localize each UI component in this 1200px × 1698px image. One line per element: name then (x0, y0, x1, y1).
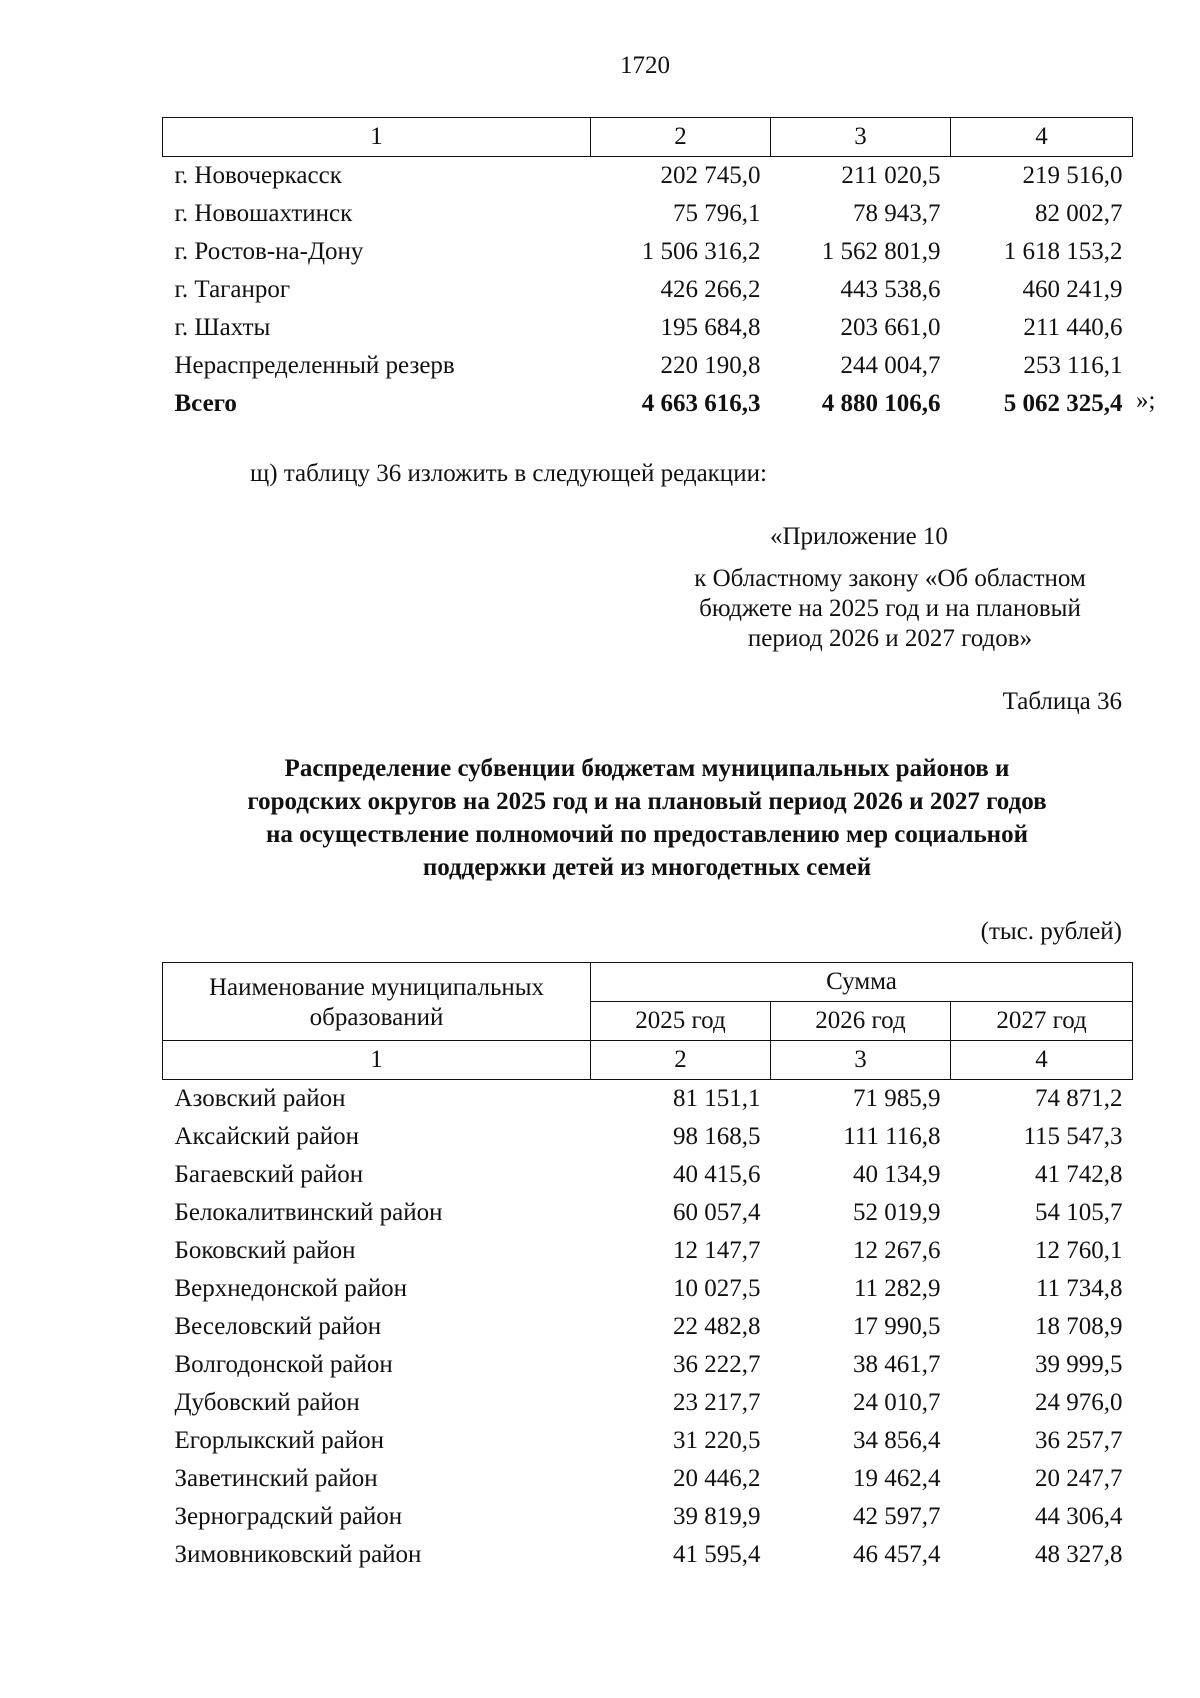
table-row (163, 1536, 1133, 1574)
table-row (163, 1460, 1133, 1498)
value-2026: 211 020,5 (841, 162, 941, 189)
value-2027: 48 327,8 (1035, 1541, 1123, 1568)
column-number: 1 (163, 1041, 591, 1080)
table-row (163, 309, 1133, 347)
value-2025: 39 819,9 (673, 1503, 761, 1530)
subvention-table-body (163, 963, 1133, 1575)
column-number: 1 (163, 118, 591, 157)
value-2026: 244 004,7 (840, 352, 941, 379)
value-2027: 1 618 153,2 (1003, 238, 1123, 265)
municipality-name: Азовский район (174, 1085, 346, 1112)
year-2027-header: 2027 год (951, 1002, 1133, 1041)
value-2027: 219 516,0 (1022, 162, 1123, 189)
table-heading-line: Распределение субвенции бюджетам муниципальных районов и (284, 755, 1010, 782)
value-2027: 253 116,1 (1023, 352, 1123, 379)
municipality-name: г. Ростов-на-Дону (174, 238, 364, 265)
value-2027: 20 247,7 (1035, 1465, 1123, 1492)
value-2026: 71 985,9 (853, 1085, 941, 1112)
value-2025: 31 220,5 (673, 1427, 761, 1454)
municipality-name: Зимовниковский район (174, 1541, 422, 1568)
value-2027: 41 742,8 (1035, 1161, 1123, 1188)
units-label: (тыс. рублей) (980, 918, 1122, 945)
subvention-table (162, 962, 1133, 1574)
value-2027: 39 999,5 (1035, 1351, 1123, 1378)
value-2027: 18 708,9 (1035, 1313, 1123, 1340)
value-2026: 17 990,5 (853, 1313, 941, 1340)
municipality-name: Багаевский район (174, 1161, 364, 1188)
value-2027: 115 547,3 (1023, 1123, 1123, 1150)
value-2026: 34 856,4 (853, 1427, 941, 1454)
table-heading-line: поддержки детей из многодетных семей (422, 854, 872, 881)
column-number: 3 (771, 1041, 951, 1080)
table-row (163, 195, 1133, 233)
value-2025: 75 796,1 (673, 200, 761, 227)
value-2026: 1 562 801,9 (821, 238, 941, 265)
column-number: 4 (951, 118, 1133, 157)
column-number: 2 (591, 1041, 771, 1080)
value-2026: 52 019,9 (853, 1199, 941, 1226)
amendment-instruction: щ) таблицу 36 изложить в следующей редакции: (250, 460, 767, 487)
appendix-subtitle-line: к Областному закону «Об областном (694, 565, 1086, 592)
municipality-header-line: Наименование муниципальных (208, 974, 545, 1001)
municipality-name: Егорлыкский район (174, 1427, 384, 1454)
value-2025: 81 151,1 (673, 1085, 761, 1112)
municipality-name: Зерноградский район (174, 1503, 403, 1530)
value-2027: 82 002,7 (1035, 200, 1123, 227)
column-number: 4 (951, 1041, 1133, 1080)
value-2025: 202 745,0 (660, 162, 761, 189)
value-2025: 23 217,7 (673, 1389, 761, 1416)
value-2026: 40 134,9 (853, 1161, 941, 1188)
municipality-name: Заветинский район (174, 1465, 378, 1492)
municipality-name: Боковский район (174, 1237, 356, 1264)
municipality-name: Верхнедонской район (174, 1275, 407, 1302)
value-2025: 22 482,8 (673, 1313, 761, 1340)
municipality-header-line: образований (309, 1004, 444, 1031)
column-number: 3 (771, 118, 951, 157)
table-row (163, 1232, 1133, 1270)
table-row (163, 1270, 1133, 1308)
quote-close-mark: »; (1136, 387, 1156, 414)
column-number-row (163, 1041, 1133, 1080)
appendix-subtitle-line: период 2026 и 2027 годов» (747, 625, 1033, 652)
value-2025: 10 027,5 (673, 1275, 761, 1302)
value-2025: 40 415,6 (673, 1161, 761, 1188)
value-2025: 1 506 316,2 (641, 238, 761, 265)
column-number-row (163, 118, 1133, 157)
appendix-subtitle-line: бюджете на 2025 год и на плановый (699, 595, 1081, 622)
value-2026: 12 267,6 (853, 1237, 941, 1264)
value-2026: 38 461,7 (853, 1351, 941, 1378)
value-2025: 60 057,4 (673, 1199, 761, 1226)
table-row (163, 233, 1133, 271)
value-2027: 460 241,9 (1022, 276, 1123, 303)
sum-column-header: Сумма (591, 963, 1133, 1002)
municipality-name: Дубовский район (174, 1389, 360, 1416)
value-2027: 24 976,0 (1035, 1389, 1123, 1416)
value-2027: 44 306,4 (1035, 1503, 1123, 1530)
value-2025: 195 684,8 (660, 314, 761, 341)
table-row (163, 1422, 1133, 1460)
table-heading-line: городских округов на 2025 год и на плановый период 2026 и 2027 годов (247, 788, 1047, 815)
table-heading (162, 752, 1132, 884)
value-2026: 19 462,4 (853, 1465, 941, 1492)
value-2026: 42 597,7 (853, 1503, 941, 1530)
continuation-table-body (163, 118, 1133, 424)
value-2025: 12 147,7 (673, 1237, 761, 1264)
municipality-name: г. Новошахтинск (174, 200, 353, 227)
value-2027: 5 062 325,4 (1003, 390, 1123, 417)
year-2025-header: 2025 год (591, 1002, 771, 1041)
value-2026: 111 116,8 (843, 1123, 941, 1150)
municipality-name: г. Новочеркасск (174, 162, 342, 189)
municipality-name: Нераспределенный резерв (174, 352, 455, 379)
year-2026-header: 2026 год (771, 1002, 951, 1041)
value-2025: 98 168,5 (673, 1123, 761, 1150)
header-row-top (163, 963, 1133, 1002)
municipality-name: Белокалитвинский район (174, 1199, 443, 1226)
value-2025: 20 446,2 (673, 1465, 761, 1492)
value-2026: 11 282,9 (853, 1275, 941, 1302)
value-2025: 220 190,8 (660, 352, 761, 379)
value-2027: 211 440,6 (1023, 314, 1123, 341)
continuation-table (162, 117, 1133, 423)
municipality-name: Веселовский район (174, 1313, 382, 1340)
value-2025: 36 222,7 (673, 1351, 761, 1378)
value-2026: 46 457,4 (853, 1541, 941, 1568)
municipality-name: г. Таганрог (174, 276, 291, 303)
table-row (163, 1384, 1133, 1422)
table-row (163, 1156, 1133, 1194)
page-number: 1720 (620, 52, 670, 79)
table-row (163, 347, 1133, 385)
column-number: 2 (591, 118, 771, 157)
value-2026: 443 538,6 (840, 276, 941, 303)
appendix-subtitle (620, 564, 1160, 654)
value-2026: 24 010,7 (853, 1389, 941, 1416)
value-2026: 203 661,0 (840, 314, 941, 341)
table-row (163, 1498, 1133, 1536)
table-row (163, 1308, 1133, 1346)
table-row (163, 1346, 1133, 1384)
value-2026: 78 943,7 (853, 200, 941, 227)
table-label: Таблица 36 (1002, 688, 1122, 715)
value-2027: 54 105,7 (1035, 1199, 1123, 1226)
table-heading-line: на осуществление полномочий по предоставлению мер социальной (266, 821, 1028, 848)
value-2026: 4 880 106,6 (821, 390, 941, 417)
municipality-name: Аксайский район (174, 1123, 360, 1150)
table-row (163, 271, 1133, 309)
value-2027: 12 760,1 (1035, 1237, 1123, 1264)
value-2027: 11 734,8 (1035, 1275, 1123, 1302)
value-2025: 426 266,2 (660, 276, 761, 303)
table-row (163, 1118, 1133, 1156)
municipality-name: г. Шахты (174, 314, 271, 341)
value-2027: 36 257,7 (1035, 1427, 1123, 1454)
value-2027: 74 871,2 (1035, 1085, 1123, 1112)
appendix-title: «Приложение 10 (770, 523, 948, 550)
total-row (163, 385, 1133, 423)
municipality-name: Всего (174, 390, 237, 417)
value-2025: 4 663 616,3 (641, 390, 761, 417)
municipality-name: Волгодонской район (174, 1351, 393, 1378)
table-row (163, 157, 1133, 196)
municipality-column-header (163, 963, 591, 1041)
value-2025: 41 595,4 (673, 1541, 761, 1568)
table-row (163, 1194, 1133, 1232)
table-row (163, 1080, 1133, 1119)
